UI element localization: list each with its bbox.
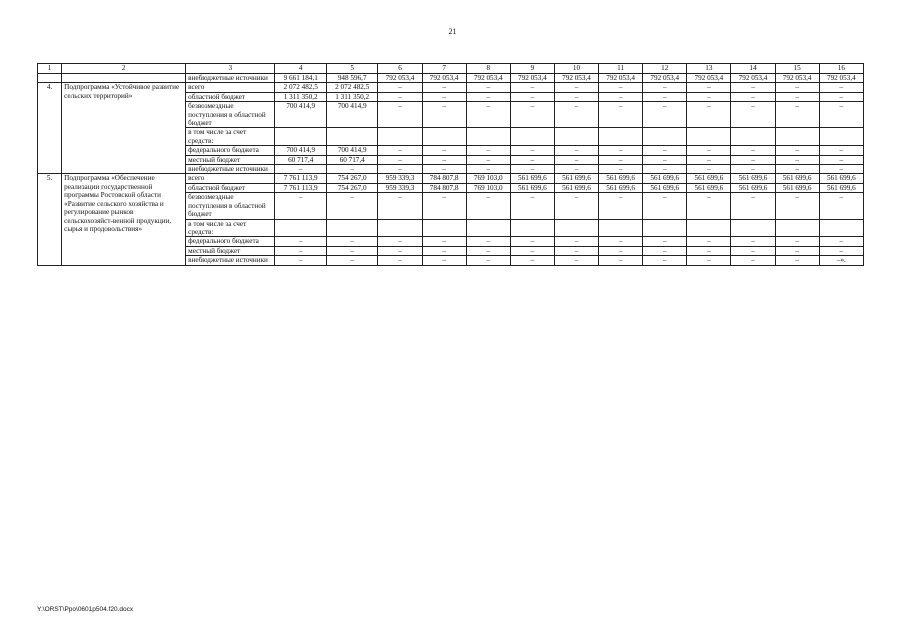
source-cell: безвозмездные поступления в областной бюджет xyxy=(186,102,275,128)
col-number: 6 xyxy=(378,64,422,74)
value-cell: – xyxy=(378,102,422,128)
value-cell: – xyxy=(599,256,643,265)
value-cell: 7 761 113,9 xyxy=(275,174,326,183)
value-cell: – xyxy=(378,237,422,246)
value-cell: – xyxy=(731,155,775,164)
col-number: 3 xyxy=(186,64,275,74)
value-cell: – xyxy=(275,237,326,246)
value-cell xyxy=(275,128,326,146)
page-number: 21 xyxy=(448,27,457,36)
subprogram-name: Подпрограмма «Обеспечение реализации государственной программы Ростовской области «Развитие сельского хозяйства и регулирование рынков сельскохозяйст-венной продукции, сырья и продовольствия» xyxy=(62,174,186,265)
source-cell: федерального бюджета xyxy=(186,146,275,155)
value-cell: – xyxy=(687,237,731,246)
value-cell: – xyxy=(554,155,598,164)
value-cell: – xyxy=(554,193,598,219)
value-cell: – xyxy=(466,193,510,219)
subprogram-name: Подпрограмма «Устойчивое развитие сельских территорий» xyxy=(62,83,186,174)
value-cell: – xyxy=(819,146,863,155)
source-cell: всего xyxy=(186,83,275,92)
value-cell: 561 699,6 xyxy=(687,183,731,192)
value-cell: 2 072 482,5 xyxy=(275,83,326,92)
value-cell: – xyxy=(775,237,819,246)
value-cell xyxy=(554,219,598,237)
value-cell: – xyxy=(599,237,643,246)
value-cell: – xyxy=(275,246,326,255)
value-cell xyxy=(422,219,466,237)
value-cell: – xyxy=(422,246,466,255)
value-cell: 1 311 350,2 xyxy=(326,92,377,101)
value-cell: – xyxy=(731,193,775,219)
value-cell: – xyxy=(643,102,687,128)
value-cell: – xyxy=(731,237,775,246)
value-cell: 948 596,7 xyxy=(326,74,377,83)
source-cell: федерального бюджета xyxy=(186,237,275,246)
value-cell: – xyxy=(775,146,819,155)
value-cell: – xyxy=(510,155,554,164)
value-cell: – xyxy=(599,83,643,92)
col-number: 15 xyxy=(775,64,819,74)
value-cell: 7 761 113,9 xyxy=(275,183,326,192)
value-cell: – xyxy=(775,246,819,255)
col-number: 5 xyxy=(326,64,377,74)
value-cell: – xyxy=(378,193,422,219)
value-cell: 561 699,6 xyxy=(731,174,775,183)
value-cell: – xyxy=(599,246,643,255)
value-cell: 1 311 350,2 xyxy=(275,92,326,101)
value-cell xyxy=(731,128,775,146)
value-cell: – xyxy=(422,165,466,174)
value-cell: – xyxy=(466,155,510,164)
value-cell: – xyxy=(554,256,598,265)
source-cell: внебюджетные источники xyxy=(186,165,275,174)
col-number: 7 xyxy=(422,64,466,74)
value-cell: – xyxy=(643,246,687,255)
value-cell xyxy=(643,219,687,237)
value-cell: 792 053,4 xyxy=(510,74,554,83)
value-cell xyxy=(775,128,819,146)
value-cell: 784 807,8 xyxy=(422,183,466,192)
name-cell xyxy=(62,74,186,83)
value-cell: – xyxy=(378,256,422,265)
value-cell: – xyxy=(643,256,687,265)
value-cell: – xyxy=(643,83,687,92)
value-cell: – xyxy=(422,146,466,155)
value-cell xyxy=(599,128,643,146)
value-cell: – xyxy=(687,165,731,174)
source-cell: в том числе за счет средств: xyxy=(186,128,275,146)
value-cell xyxy=(687,128,731,146)
value-cell: 561 699,6 xyxy=(643,174,687,183)
value-cell: 700 414,9 xyxy=(326,102,377,128)
table-row xyxy=(38,74,864,83)
value-cell: – xyxy=(643,92,687,101)
value-cell: 561 699,6 xyxy=(554,174,598,183)
value-cell: – xyxy=(466,102,510,128)
value-cell: – xyxy=(422,83,466,92)
value-cell xyxy=(422,128,466,146)
value-cell: – xyxy=(775,92,819,101)
value-cell xyxy=(775,219,819,237)
value-cell: – xyxy=(599,193,643,219)
value-cell xyxy=(466,219,510,237)
value-cell: – xyxy=(687,92,731,101)
value-cell: – xyxy=(643,165,687,174)
value-cell xyxy=(687,219,731,237)
value-cell: 959 339,3 xyxy=(378,183,422,192)
value-cell: – xyxy=(326,193,377,219)
index-cell xyxy=(38,74,62,83)
value-cell: – xyxy=(731,165,775,174)
value-cell: 784 807,8 xyxy=(422,174,466,183)
value-cell xyxy=(326,219,377,237)
value-cell: – xyxy=(422,92,466,101)
value-cell: – xyxy=(687,246,731,255)
source-cell: внебюджетные источники xyxy=(186,256,275,265)
value-cell: 60 717,4 xyxy=(275,155,326,164)
value-cell: 561 699,6 xyxy=(775,183,819,192)
value-cell: 792 053,4 xyxy=(819,74,863,83)
value-cell: – xyxy=(466,92,510,101)
value-cell: 754 267,0 xyxy=(326,183,377,192)
value-cell: – xyxy=(378,146,422,155)
value-cell: – xyxy=(510,146,554,155)
value-cell: 700 414,9 xyxy=(326,146,377,155)
value-cell: 959 339,3 xyxy=(378,174,422,183)
value-cell: – xyxy=(378,155,422,164)
source-cell: внебюджетные источники xyxy=(186,74,275,83)
footer-file-path: Y:\ORST\Ppo\0601p504.f20.docx xyxy=(37,606,134,613)
value-cell: – xyxy=(819,155,863,164)
value-cell: 700 414,9 xyxy=(275,102,326,128)
value-cell: – xyxy=(599,155,643,164)
value-cell: 792 053,4 xyxy=(378,74,422,83)
value-cell: – xyxy=(687,193,731,219)
value-cell: – xyxy=(422,193,466,219)
value-cell: – xyxy=(554,92,598,101)
value-cell: – xyxy=(378,246,422,255)
value-cell xyxy=(819,219,863,237)
col-number: 1 xyxy=(38,64,62,74)
value-cell: 561 699,6 xyxy=(599,183,643,192)
value-cell: 792 053,4 xyxy=(731,74,775,83)
source-cell: в том числе за счет средств: xyxy=(186,219,275,237)
value-cell: – xyxy=(326,246,377,255)
source-cell: безвозмездные поступления в областной бюджет xyxy=(186,193,275,219)
value-cell: – xyxy=(422,256,466,265)
value-cell: – xyxy=(466,256,510,265)
value-cell: 561 699,6 xyxy=(687,174,731,183)
value-cell: – xyxy=(510,83,554,92)
value-cell: – xyxy=(378,165,422,174)
value-cell xyxy=(599,219,643,237)
value-cell: – xyxy=(731,146,775,155)
value-cell: – xyxy=(510,237,554,246)
source-cell: местный бюджет xyxy=(186,155,275,164)
value-cell: 792 053,4 xyxy=(687,74,731,83)
value-cell: – xyxy=(422,155,466,164)
value-cell: – xyxy=(819,102,863,128)
value-cell: 60 717,4 xyxy=(326,155,377,164)
value-cell: 792 053,4 xyxy=(466,74,510,83)
column-number-row xyxy=(38,64,864,74)
value-cell: – xyxy=(510,256,554,265)
value-cell: – xyxy=(422,102,466,128)
value-cell: – xyxy=(554,246,598,255)
value-cell: 561 699,6 xyxy=(775,174,819,183)
value-cell: – xyxy=(775,165,819,174)
value-cell: – xyxy=(819,165,863,174)
value-cell xyxy=(275,219,326,237)
value-cell xyxy=(378,128,422,146)
col-number: 9 xyxy=(510,64,554,74)
col-number: 10 xyxy=(554,64,598,74)
table-row xyxy=(38,174,864,183)
value-cell: – xyxy=(731,92,775,101)
value-cell: – xyxy=(466,246,510,255)
value-cell xyxy=(378,219,422,237)
source-cell: областной бюджет xyxy=(186,183,275,192)
value-cell: – xyxy=(731,102,775,128)
subprogram-index: 4. xyxy=(38,83,62,174)
value-cell: 792 053,4 xyxy=(422,74,466,83)
value-cell: 561 699,6 xyxy=(819,183,863,192)
value-cell xyxy=(466,128,510,146)
value-cell: – xyxy=(599,92,643,101)
value-cell: – xyxy=(819,237,863,246)
value-cell: – xyxy=(775,102,819,128)
value-cell: – xyxy=(554,165,598,174)
value-cell: 792 053,4 xyxy=(599,74,643,83)
value-cell: – xyxy=(510,92,554,101)
value-cell: – xyxy=(775,256,819,265)
value-cell: 561 699,6 xyxy=(599,174,643,183)
col-number: 8 xyxy=(466,64,510,74)
value-cell: – xyxy=(819,193,863,219)
value-cell: – xyxy=(731,256,775,265)
value-cell: –». xyxy=(819,256,863,265)
col-number: 2 xyxy=(62,64,186,74)
value-cell: – xyxy=(466,237,510,246)
value-cell: – xyxy=(466,165,510,174)
value-cell: – xyxy=(687,155,731,164)
value-cell: – xyxy=(819,83,863,92)
value-cell: 792 053,4 xyxy=(775,74,819,83)
value-cell: 561 699,6 xyxy=(554,183,598,192)
value-cell xyxy=(510,219,554,237)
value-cell: – xyxy=(554,146,598,155)
value-cell: – xyxy=(775,193,819,219)
value-cell: – xyxy=(819,246,863,255)
value-cell: – xyxy=(687,102,731,128)
source-cell: местный бюджет xyxy=(186,246,275,255)
subprogram-index: 5. xyxy=(38,174,62,265)
value-cell xyxy=(731,219,775,237)
value-cell: – xyxy=(326,256,377,265)
value-cell: – xyxy=(326,165,377,174)
value-cell: 769 103,0 xyxy=(466,183,510,192)
value-cell: 561 699,6 xyxy=(819,174,863,183)
value-cell: 9 661 184,1 xyxy=(275,74,326,83)
col-number: 4 xyxy=(275,64,326,74)
value-cell: – xyxy=(599,102,643,128)
value-cell: – xyxy=(510,193,554,219)
value-cell: – xyxy=(510,102,554,128)
value-cell: – xyxy=(687,146,731,155)
value-cell: 754 267,0 xyxy=(326,174,377,183)
value-cell: – xyxy=(643,193,687,219)
value-cell: 561 699,6 xyxy=(510,183,554,192)
col-number: 11 xyxy=(599,64,643,74)
value-cell: 769 103,0 xyxy=(466,174,510,183)
value-cell: – xyxy=(510,165,554,174)
value-cell: – xyxy=(510,246,554,255)
value-cell: 2 072 482,5 xyxy=(326,83,377,92)
value-cell: – xyxy=(643,146,687,155)
value-cell: 700 414,9 xyxy=(275,146,326,155)
value-cell: – xyxy=(731,246,775,255)
value-cell: – xyxy=(643,155,687,164)
col-number: 16 xyxy=(819,64,863,74)
value-cell: 792 053,4 xyxy=(554,74,598,83)
value-cell: – xyxy=(731,83,775,92)
value-cell xyxy=(510,128,554,146)
col-number: 14 xyxy=(731,64,775,74)
value-cell: – xyxy=(275,256,326,265)
table-row xyxy=(38,83,864,92)
value-cell xyxy=(643,128,687,146)
value-cell: 792 053,4 xyxy=(643,74,687,83)
source-cell: областной бюджет xyxy=(186,92,275,101)
value-cell: 561 699,6 xyxy=(643,183,687,192)
value-cell: – xyxy=(554,83,598,92)
value-cell: – xyxy=(687,256,731,265)
value-cell: – xyxy=(326,237,377,246)
value-cell: 561 699,6 xyxy=(510,174,554,183)
value-cell xyxy=(554,128,598,146)
value-cell xyxy=(819,128,863,146)
source-cell: всего xyxy=(186,174,275,183)
value-cell: – xyxy=(775,155,819,164)
value-cell: – xyxy=(422,237,466,246)
value-cell: – xyxy=(378,83,422,92)
value-cell: – xyxy=(554,102,598,128)
value-cell: – xyxy=(554,237,598,246)
value-cell: – xyxy=(643,237,687,246)
col-number: 12 xyxy=(643,64,687,74)
value-cell: 561 699,6 xyxy=(731,183,775,192)
col-number: 13 xyxy=(687,64,731,74)
value-cell: – xyxy=(275,193,326,219)
value-cell: – xyxy=(466,146,510,155)
value-cell: – xyxy=(599,165,643,174)
value-cell: – xyxy=(275,165,326,174)
value-cell: – xyxy=(819,92,863,101)
value-cell: – xyxy=(775,83,819,92)
budget-table xyxy=(37,63,864,266)
value-cell: – xyxy=(599,146,643,155)
value-cell: – xyxy=(466,83,510,92)
value-cell xyxy=(326,128,377,146)
value-cell: – xyxy=(378,92,422,101)
value-cell: – xyxy=(687,83,731,92)
